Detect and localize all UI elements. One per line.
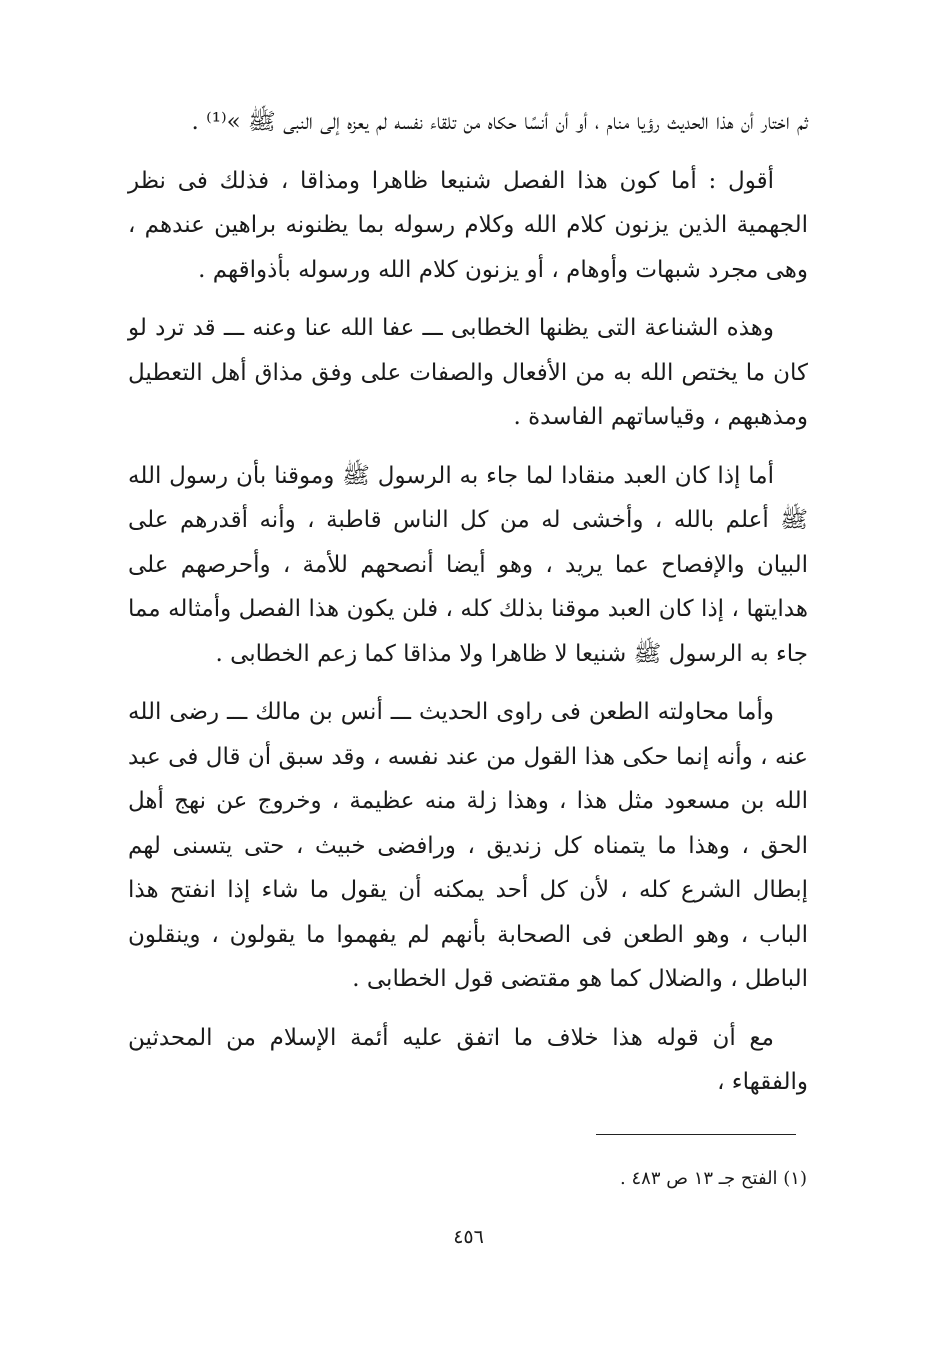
- paragraph: أما إذا كان العبد منقادا لما جاء به الرسول ﷺ وموقنا بأن رسول الله ﷺ أعلم بالله ، وأخشى له من كل الناس قاطبة ، وأنه أقدرهم على البيان والإفصاح عما يريد ، وهو أيضا أنصحهم للأمة ، وأحرصهم على هدايتها ، إذا كان العبد موقنا بذلك كله ، فلن يكون هذا الفصل وأمثاله مما جاء به الرسول ﷺ شنيعا لا ظاهرا ولا مذاقا كما زعم الخطابى .: [128, 462, 808, 667]
- paragraph: مع أن قوله هذا خلاف ما اتفق عليه أئمة الإسلام من المحدثين والفقهاء ،: [128, 1024, 808, 1095]
- page-number: ٤٥٦: [453, 1226, 484, 1248]
- footnote-divider: [596, 1134, 796, 1135]
- paragraph: ثم اختار أن هذا الحديث رؤيا منام ، أو أن أنسًا حكاه من تلقاء نفسه لم يعزه إلى النبى ﷺ »⁽¹⁾ .: [191, 109, 808, 135]
- main-text: [128, 100, 808, 1119]
- footnote: (١) الفتح جـ ١٣ ص ٤٨٣ .: [620, 1168, 807, 1189]
- paragraph: وهذه الشناعة التى يظنها الخطابى ـــ عفا الله عنا وعنه ـــ قد ترد لو كان ما يختص الله به من الأفعال والصفات على وفق مذاق أهل التعطيل ومذهبهم ، وقياساتهم الفاسدة .: [128, 315, 808, 430]
- paragraph: أقول : أما كون هذا الفصل شنيعا ظاهرا ومذاقا ، فذلك فى نظر الجهمية الذين يزنون كلام الله وكلام رسوله بما يظنونه براهين عندهم ، وهى مجرد شبهات وأوهام ، أو يزنون كلام الله ورسوله بأذواقهم .: [128, 167, 808, 283]
- paragraph: وأما محاولته الطعن فى راوى الحديث ـــ أنس بن مالك ـــ رضى الله عنه ، وأنه إنما حكى هذا القول من عند نفسه ، وقد سبق أن قال فى عبد الله بن مسعود مثل هذا ، وهذا زلة منه عظيمة ، وخروج عن نهج أهل الحق ، وهذا ما يتمناه كل زنديق ، ورافضى خبيث ، حتى يتسنى لهم إبطال الشرع كله ، لأن كل أحد يمكنه أن يقول ما شاء إذا انفتح هذا الباب ، وهو الطعن فى الصحابة بأنهم لم يفهموا ما يقولون ، وينقلون الباطل ، والضلال كما هو مقتضى قول الخطابى .: [128, 699, 808, 992]
